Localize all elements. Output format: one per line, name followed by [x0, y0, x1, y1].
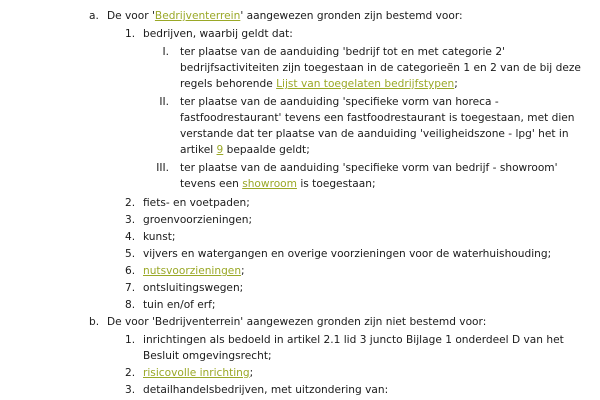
b-item-3-text: detailhandelsbedrijven, met uitzondering van:: [143, 384, 389, 396]
b-item-1-line1: inrichtingen als bedoeld in artikel 2.1 lid 3 juncto Bijlage 1 onderdeel D van het: [143, 334, 564, 346]
subitem-ii-line3: verstande dat ter plaatse van de aanduiding 'veiligheidszone - lpg' het in: [180, 128, 569, 140]
item-3-number: 3.: [125, 214, 136, 226]
item-7-number: 7.: [125, 282, 136, 294]
subitem-i-line2: bedrijfsactiviteiten zijn toegestaan in de categorieën 1 en 2 van de bij deze: [180, 62, 581, 74]
bedrijventerrein-link[interactable]: Bedrijventerrein: [154, 10, 241, 22]
nutsvoorzieningen-link[interactable]: nutsvoorzieningen: [143, 265, 242, 277]
subitem-iii-line1: ter plaatse van de aanduiding 'specifieke vorm van bedrijf - showroom': [180, 162, 558, 174]
b-item-3-number: 3.: [125, 384, 136, 396]
subitem-ii-line4: artikel 9 bepaalde geldt;: [180, 144, 310, 156]
subitem-i-line1: ter plaatse van de aanduiding 'bedrijf tot en met categorie 2': [180, 46, 505, 58]
item-4-text: kunst;: [143, 231, 176, 243]
item-8-number: 8.: [125, 299, 136, 311]
lijst-toegelaten-bedrijfstypen-link[interactable]: Lijst van toegelaten bedrijfstypen: [276, 78, 455, 90]
item-4-number: 4.: [125, 231, 136, 243]
section-a-marker: a.: [89, 10, 99, 22]
subitem-i-number: I.: [162, 46, 169, 58]
item-5-number: 5.: [125, 248, 136, 260]
section-b-marker: b.: [89, 316, 100, 328]
subitem-iii-line2: tevens een showroom is toegestaan;: [180, 178, 376, 190]
subitem-ii-line2: fastfoodrestaurant' tevens een fastfoodrestaurant is toegestaan, met dien: [180, 112, 575, 124]
showroom-link[interactable]: showroom: [242, 178, 297, 190]
section-a-intro: De voor 'Bedrijventerrein' aangewezen gronden zijn bestemd voor:: [107, 10, 463, 22]
section-b-intro: De voor 'Bedrijventerrein' aangewezen gronden zijn niet bestemd voor:: [107, 316, 487, 328]
item-7-text: ontsluitingswegen;: [143, 282, 244, 294]
item-5-text: vijvers en watergangen en overige voorzieningen voor de waterhuishouding;: [143, 248, 552, 260]
item-6-text: nutsvoorzieningen;: [143, 265, 245, 277]
subitem-i-line3: regels behorende Lijst van toegelaten bedrijfstypen;: [180, 78, 458, 90]
artikel-9-link[interactable]: 9: [216, 144, 224, 156]
subitem-ii-line1: ter plaatse van de aanduiding 'specifieke vorm van horeca -: [180, 96, 499, 108]
item-1-number: 1.: [125, 28, 136, 40]
item-3-text: groenvoorzieningen;: [143, 214, 253, 226]
b-item-2-number: 2.: [125, 367, 136, 379]
b-item-1-number: 1.: [125, 334, 136, 346]
item-8-text: tuin en/of erf;: [143, 299, 216, 311]
item-2-number: 2.: [125, 197, 136, 209]
b-item-2-text: risicovolle inrichting;: [143, 367, 254, 379]
risicovolle-inrichting-link[interactable]: risicovolle inrichting: [143, 367, 250, 379]
subitem-ii-number: II.: [159, 96, 169, 108]
item-6-number: 6.: [125, 265, 136, 277]
item-2-text: fiets- en voetpaden;: [143, 197, 250, 209]
b-item-1-line2: Besluit omgevingsrecht;: [143, 350, 272, 362]
item-1-text: bedrijven, waarbij geldt dat:: [143, 28, 293, 40]
subitem-iii-number: III.: [156, 162, 169, 174]
